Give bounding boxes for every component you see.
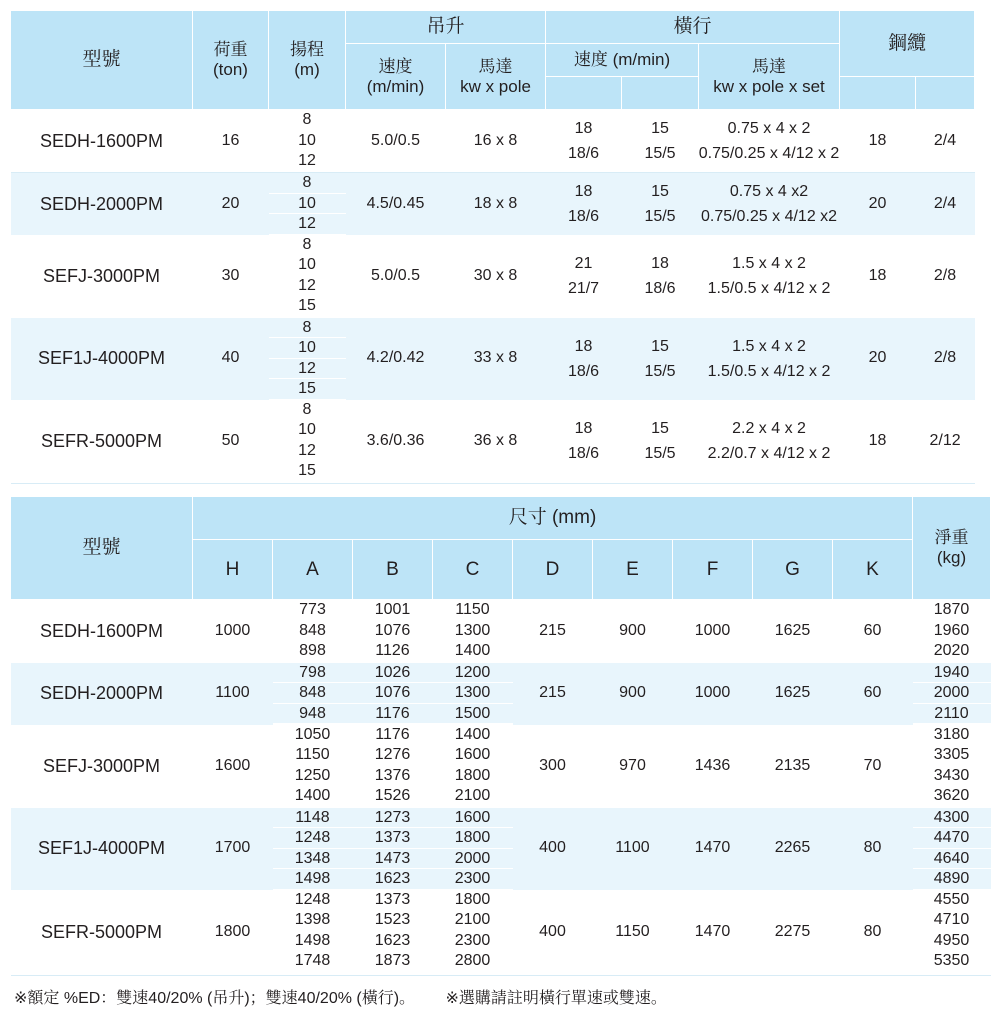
lift-value: 12 <box>298 152 316 169</box>
dim-e: 900 <box>619 622 646 639</box>
rope-fall: 2/12 <box>916 400 975 484</box>
hoist-motor: 16 x 8 <box>446 110 546 173</box>
dim-c: 1200 <box>433 663 513 684</box>
dim-b: 1376 <box>374 766 411 784</box>
lift-value: 15 <box>298 462 316 479</box>
table-row <box>11 110 975 173</box>
model-name: SEDH-2000PM <box>11 173 193 235</box>
model-name: SEFJ-3000PM <box>42 755 161 776</box>
dim-b-list <box>353 725 433 808</box>
travel-speed-a-dual: 18/6 <box>567 445 600 463</box>
load-value: 50 <box>193 400 269 484</box>
dim-c: 1300 <box>433 683 513 704</box>
load-value: 20 <box>193 173 269 235</box>
model-name: SEDH-1600PM <box>39 621 164 641</box>
lift-value: 8 <box>269 173 346 194</box>
dim-f: 1000 <box>673 663 753 725</box>
travel-motor-single: 0.75 x 4 x 2 <box>727 120 811 137</box>
footnotes <box>14 985 693 1008</box>
dim-c: 2800 <box>454 952 491 969</box>
travel-motor-dual: 1.5/0.5 x 4/12 x 2 <box>707 280 831 297</box>
travel-motor <box>699 235 840 318</box>
dim-a: 1248 <box>273 828 353 849</box>
travel-speed-b <box>622 110 699 173</box>
dim-a: 1498 <box>294 931 331 949</box>
travel-motor-single: 1.5 x 4 x 2 <box>732 337 806 355</box>
dim-a: 773 <box>299 601 326 618</box>
dim-h: 1700 <box>193 808 273 890</box>
travel-speed-b <box>622 235 699 318</box>
load-value: 16 <box>193 110 269 173</box>
header-hoist-motor-unit: kw x pole <box>460 76 531 96</box>
dim-c: 1800 <box>454 890 491 908</box>
weight-value: 2020 <box>933 642 970 659</box>
travel-motor-dual: 0.75/0.25 x 4/12 x 2 <box>698 145 840 162</box>
travel-speed-b-dual: 15/5 <box>644 145 676 162</box>
rope-diameter: 18 <box>840 110 916 173</box>
lift-list <box>269 173 346 235</box>
travel-motor-single: 2.2 x 4 x 2 <box>732 420 806 438</box>
lift-value: 8 <box>269 318 346 339</box>
dim-a: 1248 <box>294 890 331 908</box>
dim-h: 1800 <box>193 890 273 976</box>
model-name: SEFR-5000PM <box>11 890 193 976</box>
header-travel-motor-label: 馬達 <box>752 56 787 76</box>
travel-speed-a <box>546 235 622 318</box>
travel-speed-a-single: 18 <box>574 120 593 137</box>
footnote-order-note: ※選購請註明橫行單速或雙速。 <box>445 990 667 1007</box>
table-row <box>11 600 991 663</box>
model-name: SEF1J-4000PM <box>11 318 193 400</box>
weight-list <box>913 808 991 890</box>
hoist-speed: 3.6/0.36 <box>346 400 446 484</box>
dim-a: 1398 <box>294 911 331 928</box>
dim-b: 1873 <box>374 952 411 969</box>
dim-e: 970 <box>619 756 646 774</box>
rope-fall: 2/4 <box>916 173 975 235</box>
header-col-e: E <box>593 540 673 600</box>
dim-b: 1176 <box>353 704 433 725</box>
dim-b: 1373 <box>353 828 433 849</box>
weight-list <box>913 600 991 663</box>
header-col-c: C <box>433 540 513 600</box>
header-hoist-speed-unit: (m/min) <box>366 76 425 96</box>
travel-speed-a-single: 18 <box>574 337 593 355</box>
dim-a: 1148 <box>273 808 353 829</box>
travel-speed-b-dual: 15/5 <box>644 207 676 225</box>
lift-value: 15 <box>269 379 346 400</box>
weight-value: 4890 <box>913 869 991 890</box>
weight-value: 4300 <box>913 808 991 829</box>
dim-a-list <box>273 600 353 663</box>
dim-c: 1500 <box>433 704 513 725</box>
dim-a: 1498 <box>273 869 353 890</box>
travel-speed-b-dual: 15/5 <box>644 362 676 380</box>
header-lift-label: 揚程 <box>290 40 324 59</box>
load-value: 40 <box>193 318 269 400</box>
dim-c: 1600 <box>454 746 491 763</box>
table-row <box>11 235 975 318</box>
hoist-motor: 33 x 8 <box>446 318 546 400</box>
header-travel-speed-blank-b <box>622 77 699 110</box>
dim-e: 900 <box>593 663 673 725</box>
dim-c-list <box>433 663 513 725</box>
lift-list <box>269 400 346 484</box>
rope-diameter: 20 <box>840 173 916 235</box>
dim-d: 215 <box>513 663 593 725</box>
lift-list <box>269 318 346 400</box>
rope-diameter: 20 <box>840 318 916 400</box>
dim-a-list <box>273 808 353 890</box>
weight-value: 3305 <box>933 746 970 763</box>
dim-b: 1623 <box>374 931 411 949</box>
spec-table <box>10 10 975 484</box>
lift-value: 10 <box>298 421 316 438</box>
travel-speed-a <box>546 173 622 235</box>
dim-a: 1348 <box>273 849 353 870</box>
travel-motor <box>699 110 840 173</box>
header-lift-unit: (m) <box>294 60 320 79</box>
header-weight-unit: (kg) <box>936 548 967 567</box>
dim-h: 1100 <box>193 663 273 725</box>
dim-a: 1050 <box>294 725 331 743</box>
travel-speed-b-single: 15 <box>651 182 669 200</box>
weight-value: 5350 <box>933 952 970 969</box>
weight-value: 2000 <box>913 683 991 704</box>
travel-speed-a-single: 21 <box>574 255 593 272</box>
dim-a-list <box>273 663 353 725</box>
header-rope: 鋼纜 <box>840 11 975 77</box>
dim-b-list <box>353 890 433 976</box>
hoist-speed: 5.0/0.5 <box>346 110 446 173</box>
weight-value: 1940 <box>913 663 991 684</box>
travel-speed-b-single: 15 <box>651 120 669 137</box>
travel-speed-a-dual: 18/6 <box>567 362 600 380</box>
header-hoist-speed <box>346 44 446 110</box>
weight-value: 4710 <box>933 911 970 928</box>
dim-b-list <box>353 600 433 663</box>
dim-h: 1000 <box>214 622 251 639</box>
header-travel-speed: 速度 (m/min) <box>546 44 699 77</box>
travel-speed-a <box>546 110 622 173</box>
dim-c-list <box>433 725 513 808</box>
weight-value: 1870 <box>933 601 970 618</box>
hoist-speed: 4.2/0.42 <box>346 318 446 400</box>
dimension-table <box>10 496 991 976</box>
dim-c: 1300 <box>454 621 491 639</box>
travel-speed-b-single: 15 <box>651 420 669 438</box>
travel-motor <box>699 173 840 235</box>
weight-value: 4640 <box>913 849 991 870</box>
dim-f: 1436 <box>694 756 731 774</box>
lift-value: 12 <box>298 441 316 459</box>
header-lift <box>269 11 346 110</box>
travel-speed-a <box>546 400 622 484</box>
weight-list <box>913 890 991 976</box>
weight-value: 3430 <box>933 766 970 784</box>
dim-c: 1150 <box>455 601 490 618</box>
header-rope-blank-b <box>916 77 975 110</box>
header-model: 型號 <box>11 11 193 110</box>
travel-speed-a-dual: 18/6 <box>567 207 600 225</box>
dim-b: 1076 <box>374 621 411 639</box>
dim-b: 1523 <box>374 911 411 928</box>
dim-b: 1176 <box>375 725 410 743</box>
header-weight <box>913 497 991 600</box>
table-row <box>11 318 975 400</box>
weight-value: 4550 <box>933 890 970 908</box>
header-col-f: F <box>673 540 753 600</box>
travel-speed-a-dual: 18/6 <box>567 145 600 162</box>
weight-value: 4950 <box>933 931 970 949</box>
dim-c: 1400 <box>454 642 491 659</box>
weight-value: 3180 <box>933 725 970 743</box>
dim-a: 898 <box>299 642 326 659</box>
dim-c: 1600 <box>433 808 513 829</box>
lift-value: 10 <box>298 131 316 149</box>
lift-value: 10 <box>298 256 316 273</box>
header-col-g: G <box>753 540 833 600</box>
dim-c-list <box>433 890 513 976</box>
dim-g: 2265 <box>753 808 833 890</box>
rope-fall: 2/8 <box>916 318 975 400</box>
dim-c: 2300 <box>433 869 513 890</box>
dim-g: 2135 <box>774 756 811 774</box>
lift-value: 12 <box>269 359 346 380</box>
travel-motor-single: 0.75 x 4 x2 <box>729 182 809 200</box>
table-row <box>11 725 991 808</box>
header-load-unit: (ton) <box>213 60 248 79</box>
header-travel-motor-unit: kw x pole x set <box>713 76 825 96</box>
dim-c: 2100 <box>454 787 491 804</box>
table-row <box>11 173 975 235</box>
header-weight-label: 淨重 <box>934 528 969 547</box>
model-name: SEDH-2000PM <box>11 663 193 725</box>
dim-a: 848 <box>273 683 353 704</box>
dim-c: 2100 <box>454 911 491 928</box>
header-hoist: 吊升 <box>346 11 546 44</box>
header-col-b: B <box>353 540 433 600</box>
header-travel: 橫行 <box>546 11 840 44</box>
header-col-d: D <box>513 540 593 600</box>
hoist-speed: 5.0/0.5 <box>371 266 420 284</box>
model-name: SEFJ-3000PM <box>42 265 161 286</box>
hoist-motor: 36 x 8 <box>446 400 546 484</box>
dim-g: 2275 <box>753 890 833 976</box>
rope-diameter: 18 <box>840 400 916 484</box>
dim-b-list <box>353 663 433 725</box>
lift-value: 15 <box>298 297 316 314</box>
dim-b: 1373 <box>374 890 411 908</box>
table-row <box>11 663 991 725</box>
table-row <box>11 808 991 890</box>
dim-d: 215 <box>539 622 566 639</box>
header-hoist-speed-label: 速度 <box>378 56 413 76</box>
dim-g: 1625 <box>753 663 833 725</box>
dim-c: 2000 <box>433 849 513 870</box>
dim-k: 60 <box>863 622 882 639</box>
table-row <box>11 400 975 484</box>
rope-diameter: 18 <box>868 266 887 284</box>
travel-speed-a-dual: 21/7 <box>567 280 600 297</box>
header-model: 型號 <box>11 497 193 600</box>
dim-c: 1400 <box>454 725 491 743</box>
dim-b: 1001 <box>374 601 411 618</box>
travel-motor-dual: 1.5/0.5 x 4/12 x 2 <box>707 362 831 380</box>
header-travel-motor <box>699 44 840 110</box>
travel-speed-b <box>622 318 699 400</box>
dim-a: 798 <box>273 663 353 684</box>
dim-d: 400 <box>513 890 593 976</box>
header-hoist-motor-label: 馬達 <box>478 56 513 76</box>
dim-c-list <box>433 808 513 890</box>
dim-c: 1800 <box>433 828 513 849</box>
header-load-label: 荷重 <box>213 40 248 59</box>
model-name: SEDH-1600PM <box>11 110 193 173</box>
dim-b: 1473 <box>353 849 433 870</box>
header-dimensions: 尺寸 (mm) <box>193 497 913 540</box>
lift-value: 12 <box>298 276 316 294</box>
lift-list <box>269 235 346 318</box>
dim-d: 400 <box>513 808 593 890</box>
dim-a: 1748 <box>294 952 331 969</box>
dim-b: 1026 <box>353 663 433 684</box>
travel-motor-dual: 2.2/0.7 x 4/12 x 2 <box>707 445 831 463</box>
model-name: SEF1J-4000PM <box>11 808 193 890</box>
lift-value: 8 <box>302 235 312 253</box>
dim-c: 1800 <box>454 766 491 784</box>
dim-k: 80 <box>833 808 913 890</box>
header-col-k: K <box>833 540 913 600</box>
dim-a: 948 <box>273 704 353 725</box>
dim-a-list <box>273 725 353 808</box>
travel-motor <box>699 400 840 484</box>
dim-a: 848 <box>299 621 326 639</box>
table-row <box>11 890 991 976</box>
travel-motor-dual: 0.75/0.25 x 4/12 x2 <box>700 207 838 225</box>
lift-value: 8 <box>302 111 312 128</box>
hoist-speed: 4.5/0.45 <box>346 173 446 235</box>
dim-e: 1150 <box>593 890 673 976</box>
travel-motor-single: 1.5 x 4 x 2 <box>732 255 806 272</box>
header-travel-speed-blank-a <box>546 77 622 110</box>
travel-speed-b-single: 15 <box>651 337 669 355</box>
weight-value: 3620 <box>933 787 970 804</box>
travel-speed-a-single: 18 <box>574 420 593 438</box>
travel-speed-b-dual: 18/6 <box>644 280 676 297</box>
dim-c: 2300 <box>454 931 491 949</box>
hoist-motor: 18 x 8 <box>446 173 546 235</box>
dim-k: 80 <box>833 890 913 976</box>
travel-speed-b-single: 18 <box>651 255 669 272</box>
weight-value: 4470 <box>913 828 991 849</box>
dim-b: 1076 <box>353 683 433 704</box>
load-value: 30 <box>221 266 240 284</box>
lift-value: 10 <box>269 338 346 359</box>
weight-list <box>913 725 991 808</box>
weight-list <box>913 663 991 725</box>
dim-a: 1400 <box>294 787 331 804</box>
dim-g: 1625 <box>774 622 811 639</box>
travel-motor <box>699 318 840 400</box>
dim-c-list <box>433 600 513 663</box>
dim-a: 1150 <box>295 746 330 763</box>
dim-h: 1600 <box>214 756 251 774</box>
weight-value: 1960 <box>933 621 970 639</box>
header-col-h: H <box>193 540 273 600</box>
weight-value: 2110 <box>913 704 991 725</box>
dim-f: 1470 <box>673 808 753 890</box>
footnote-duty-cycle: ※額定 %ED：雙速40/20% (吊升)；雙速40/20% (橫行)。 <box>14 990 416 1007</box>
header-load <box>193 11 269 110</box>
dim-a: 1250 <box>294 766 331 784</box>
header-hoist-motor <box>446 44 546 110</box>
hoist-motor: 30 x 8 <box>473 266 518 284</box>
lift-list <box>269 110 346 173</box>
dim-b: 1276 <box>374 746 411 763</box>
travel-speed-a-single: 18 <box>574 182 593 200</box>
travel-speed-b-dual: 15/5 <box>644 445 676 463</box>
travel-speed-b <box>622 400 699 484</box>
dim-a-list <box>273 890 353 976</box>
dim-e: 1100 <box>593 808 673 890</box>
header-col-a: A <box>273 540 353 600</box>
lift-value: 10 <box>269 194 346 215</box>
header-rope-blank-a <box>840 77 916 110</box>
dim-b: 1126 <box>375 642 410 659</box>
lift-value: 12 <box>269 214 346 235</box>
dim-k: 70 <box>863 756 882 774</box>
dim-b: 1526 <box>374 787 411 804</box>
lift-value: 8 <box>302 400 312 418</box>
dim-b: 1623 <box>353 869 433 890</box>
dim-d: 300 <box>539 756 566 774</box>
dim-b: 1273 <box>353 808 433 829</box>
dim-f: 1000 <box>694 622 731 639</box>
rope-fall: 2/8 <box>933 266 957 284</box>
dim-b-list <box>353 808 433 890</box>
dim-k: 60 <box>833 663 913 725</box>
dim-f: 1470 <box>673 890 753 976</box>
rope-fall: 2/4 <box>916 110 975 173</box>
travel-speed-a <box>546 318 622 400</box>
travel-speed-b <box>622 173 699 235</box>
model-name: SEFR-5000PM <box>11 400 193 484</box>
